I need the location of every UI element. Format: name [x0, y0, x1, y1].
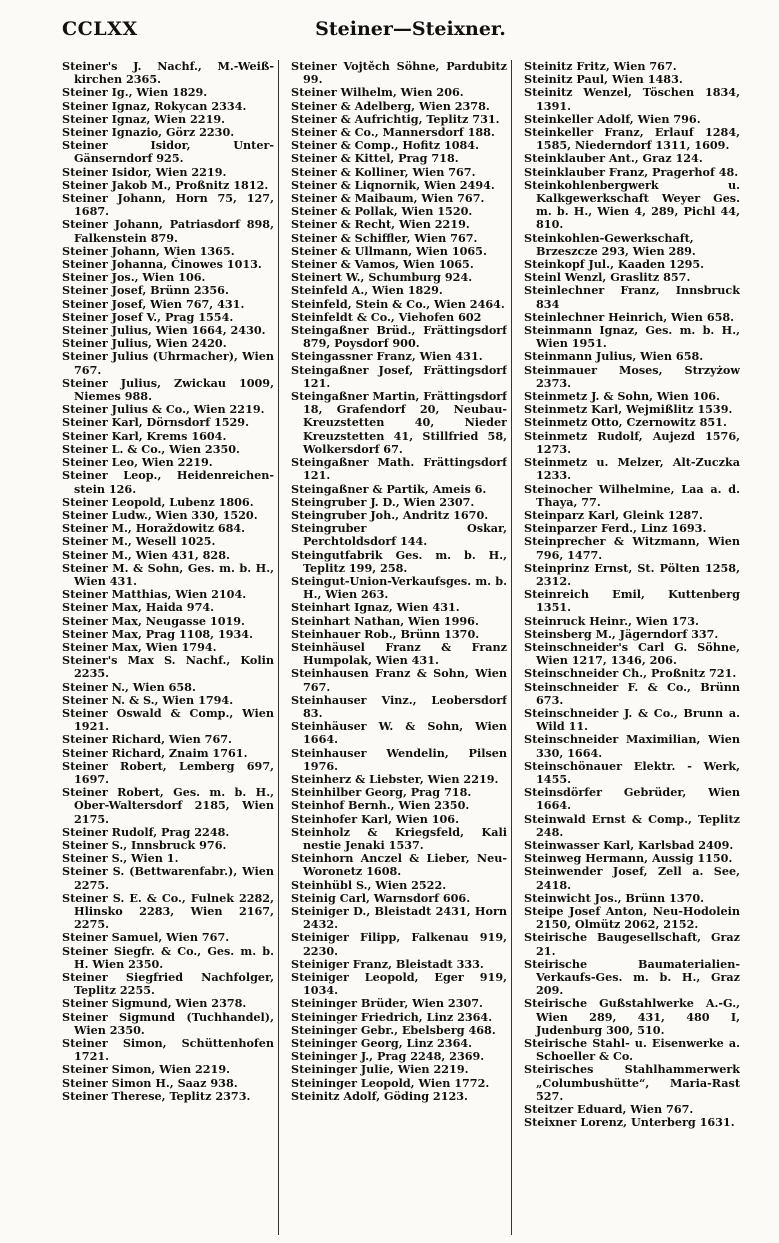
directory-entry: Steiner Siegfr. & Co., Ges. m. b. H. Wien 2350.: [62, 943, 274, 971]
directory-entry: Steinitz Wenzel, Töschen 1834, 1391.: [524, 85, 740, 113]
directory-entry: Steiner Julius, Wien 2420.: [62, 336, 227, 351]
directory-entry: Steiner Ignazio, Görz 2230.: [62, 125, 235, 140]
directory-entry: Steinruck Heinr., Wien 173.: [524, 613, 699, 628]
directory-entry: Steingruber Joh., Andritz 1670.: [291, 507, 489, 522]
directory-entry: Steinitz Adolf, Göding 2123.: [291, 1088, 468, 1103]
directory-entry: Steiner Max, Haida 974.: [62, 600, 215, 615]
directory-entry: Steinfeld A., Wien 1829.: [291, 283, 443, 298]
directory-entry: Steinwender Josef, Zell a. See, 2418.: [524, 864, 740, 892]
directory-entry: Steinschneider J. & Co., Brunn a. Wild 11.: [524, 705, 740, 734]
directory-entry: Steinhilber Georg, Prag 718.: [291, 785, 472, 800]
directory-entry: Steinmetz Karl, Wejmißlitz 1539.: [524, 402, 733, 417]
directory-entry: Steinhauser Wendelin, Pilsen 1976.: [291, 745, 507, 773]
directory-entry: Steiner Josef, Wien 767, 431.: [62, 296, 245, 311]
column-3: [524, 60, 740, 1235]
directory-entry: Steingut-Union-Verkaufsges. m. b. H., Wien 263.: [291, 573, 507, 602]
directory-entry: Steiner Sigmund, Wien 2378.: [62, 996, 247, 1011]
directory-entry: Steiner Simon, Schüttenhofen 1721.: [62, 1036, 274, 1064]
directory-entry: Steiner Richard, Znaim 1761.: [62, 745, 248, 760]
directory-entry: Steinhart Ignaz, Wien 431.: [291, 600, 460, 615]
directory-entry: Steinmetz Rudolf, Aujezd 1576, 1273.: [524, 428, 740, 456]
directory-entry: Steinholz & Kriegsfeld, Kali nestie Jenaki 1537.: [291, 824, 507, 852]
directory-entry: Steiner Johann, Wien 1365.: [62, 243, 235, 258]
directory-entry: Steiner Isidor, Unter-Gänserndorf 925.: [62, 138, 274, 166]
directory-entry: Steinsdörfer Gebrüder, Wien 1664.: [524, 785, 740, 813]
directory-entry: Steingaßner Brüd., Frättingsdorf 879, Poysdorf 900.: [291, 323, 507, 351]
directory-entry: Steinparz Karl, Gleink 1287.: [524, 507, 703, 522]
directory-entry: Steiner N., Wien 658.: [62, 679, 196, 694]
directory-entry: Steingaßner Math. Frättingsdorf 121.: [291, 455, 507, 483]
directory-entry: Steiner Samuel, Wien 767.: [62, 930, 230, 945]
directory-entry: Steinlechner Heinrich, Wien 658.: [524, 309, 735, 324]
directory-entry: Steiner Robert, Ges. m. b. H., Ober-Waltersdorf 2185, Wien 2175.: [62, 785, 274, 826]
directory-entry: Steitzer Eduard, Wien 767.: [524, 1102, 694, 1117]
directory-entry: Steinhorn Anczel & Lieber, Neu-Woronetz 1608.: [291, 851, 507, 879]
directory-entry: Steinhauer Rob., Brünn 1370.: [291, 626, 480, 641]
directory-entry: Steiner M. & Sohn, Ges. m. b. H., Wien 431.: [62, 560, 274, 588]
directory-entry: Steiner & Kittel, Prag 718.: [291, 151, 459, 166]
directory-entry: Steinmetz Otto, Czernowitz 851.: [524, 415, 727, 430]
directory-entry: Steiner M., Wien 431, 828.: [62, 547, 230, 562]
directory-entry: Steinhof Bernh., Wien 2350.: [291, 798, 470, 813]
directory-entry: Steinhart Nathan, Wien 1996.: [291, 613, 479, 628]
directory-entry: Steiner M., Wesell 1025.: [62, 534, 216, 549]
directory-entry: Steiner & Aufrichtig, Teplitz 731.: [291, 111, 500, 126]
directory-entry: Steingaßner Josef, Frättingsdorf 121.: [291, 362, 507, 390]
directory-entry: Steinl Wenzl, Graslitz 857.: [524, 270, 691, 285]
column-2: [291, 60, 507, 1235]
directory-entry: Steinparzer Ferd., Linz 1693.: [524, 521, 707, 536]
directory-entry: Steiner Ig., Wien 1829.: [62, 85, 208, 100]
directory-entry: Steiner S., Innsbruck 976.: [62, 837, 227, 852]
directory-entry: Steirische Stahl- u. Eisenwerke a. Schoeller & Co.: [524, 1036, 740, 1064]
directory-entry: Steinschneider F. & Co., Brünn 673.: [524, 679, 740, 707]
directory-entry: Steiner Simon H., Saaz 938.: [62, 1075, 238, 1090]
directory-entry: Steirische Baumaterialien-Verkaufs-Ges. m. b. H., Graz 209.: [524, 956, 740, 998]
directory-entry: Steinschneider Ch., Proßnitz 721.: [524, 666, 737, 681]
directory-entry: Steinhauser Vinz., Leobersdorf 83.: [291, 692, 507, 720]
directory-entry: Steiner & Maibaum, Wien 767.: [291, 191, 485, 206]
directory-entry: Steinfeldt & Co., Viehofen 602: [291, 309, 482, 324]
column-1: [62, 60, 274, 1235]
directory-entry: Steinocher Wilhelmine, Laa a. d. Thaya, 77.: [524, 481, 740, 509]
directory-entry: Steininger Brüder, Wien 2307.: [291, 996, 483, 1011]
directory-entry: Steiner & Adelberg, Wien 2378.: [291, 98, 490, 113]
directory-entry: Steiner Jakob M., Proßnitz 1812.: [62, 177, 269, 192]
directory-entry: Steiner Simon, Wien 2219.: [62, 1062, 231, 1077]
directory-entry: Steiner Josef, Brünn 2356.: [62, 283, 229, 298]
directory-entry: Steirische Gußstahlwerke A.-G., Wien 289, 431, 480 I, Judenburg 300, 510.: [524, 996, 740, 1037]
directory-entry: Steinschönauer Elektr. - Werk, 1455.: [524, 758, 740, 786]
directory-entry: Steiner Robert, Lemberg 697, 1697.: [62, 758, 274, 786]
directory-entry: Steininger Leopold, Wien 1772.: [291, 1075, 490, 1090]
directory-entry: Steinweg Hermann, Aussig 1150.: [524, 851, 733, 866]
directory-entry: Steiner Julius, Wien 1664, 2430.: [62, 323, 266, 338]
directory-entry: Steiner Matthias, Wien 2104.: [62, 587, 247, 602]
directory-entry: Steinwasser Karl, Karlsbad 2409.: [524, 837, 734, 852]
page-number: CCLXX: [62, 18, 138, 40]
directory-entry: Steinitz Fritz, Wien 767.: [524, 60, 677, 73]
directory-entry: Steinfeld, Stein & Co., Wien 2464.: [291, 296, 505, 311]
directory-entry: Steiner M., Horaždowitz 684.: [62, 521, 246, 536]
directory-entry: Steingaßner Martin, Frättingsdorf 18, Grafendorf 20, Neubau-Kreuzstetten 40, Nieder Kreuzstetten 41, Stillfried 58, Wolkersdorf 67.: [291, 389, 507, 456]
directory-entry: Steiner Karl, Dörnsdorf 1529.: [62, 415, 249, 430]
directory-entry: Steiner & Co., Mannersdorf 188.: [291, 125, 495, 140]
directory-entry: Steinkeller Adolf, Wien 796.: [524, 111, 701, 126]
directory-entry: Steiner Ignaz, Rokycan 2334.: [62, 98, 247, 113]
directory-entry: Steinert W., Schumburg 924.: [291, 270, 473, 285]
directory-entry: Steinkopf Jul., Kaaden 1295.: [524, 257, 705, 272]
directory-entry: Steinmauer Moses, Strzyżow 2373.: [524, 362, 740, 390]
directory-entry: Steinmetz J. & Sohn, Wien 106.: [524, 389, 720, 404]
directory-entry: Steiner Leopold, Lubenz 1806.: [62, 494, 254, 509]
directory-entry: Steiner's Max S. Nachf., Kolin 2235.: [62, 653, 274, 681]
directory-entry: Steinmetz u. Melzer, Alt-Zuczka 1233.: [524, 455, 740, 483]
directory-entry: Steiner Ludw., Wien 330, 1520.: [62, 507, 258, 522]
directory-entry: Steinklauber Ant., Graz 124.: [524, 151, 703, 166]
directory-entry: Steiner & Schiffler, Wien 767.: [291, 230, 478, 245]
directory-entry: Steinkohlen-Gewerkschaft, Brzeszcze 293, Wien 289.: [524, 230, 696, 258]
directory-entry: Steinprinz Ernst, St. Pölten 1258, 2312.: [524, 560, 740, 588]
directory-entry: Steiner Oswald & Comp., Wien 1921.: [62, 705, 274, 734]
directory-entry: Steiner Siegfried Nachfolger, Teplitz 2255.: [62, 970, 274, 998]
directory-entry: Steinkeller Franz, Erlauf 1284, 1585, Niederndorf 1311, 1609.: [524, 125, 740, 153]
directory-entry: Steininger J., Prag 2248, 2369.: [291, 1049, 485, 1064]
page-title: Steiner—Steixner.: [315, 18, 506, 40]
directory-entry: Steiner Sigmund (Tuchhandel), Wien 2350.: [62, 1009, 274, 1037]
directory-entry: Steinhübl S., Wien 2522.: [291, 877, 447, 892]
directory-entry: Steiner Rudolf, Prag 2248.: [62, 824, 230, 839]
directory-entry: Steixner Lorenz, Unterberg 1631.: [524, 1115, 735, 1130]
directory-entry: Steinhäusel Franz & Franz Humpolak, Wien 431.: [291, 639, 507, 668]
directory-entry: Steiner's J. Nachf., M.-Weiß-kirchen 2365.: [62, 60, 274, 87]
directory-entry: Steinherz & Liebster, Wien 2219.: [291, 771, 499, 786]
directory-entry: Steiner Therese, Teplitz 2373.: [62, 1088, 251, 1103]
column-divider: [278, 60, 285, 1235]
directory-entry: Steiner Leo, Wien 2219.: [62, 455, 213, 470]
directory-entry: Steiner S., Wien 1.: [62, 851, 179, 866]
directory-entry: Steiner Wilhelm, Wien 206.: [291, 85, 464, 100]
directory-entry: Steinhäuser W. & Sohn, Wien 1664.: [291, 719, 507, 747]
directory-entry: Steinlechner Franz, Innsbruck 834: [524, 283, 740, 311]
directory-entry: Steiner Ignaz, Wien 2219.: [62, 111, 226, 126]
directory-entry: Steingutfabrik Ges. m. b. H., Teplitz 199, 258.: [291, 547, 507, 575]
directory-entry: Steiner Richard, Wien 767.: [62, 732, 232, 747]
directory-entry: Steinschneider Maximilian, Wien 330, 1664.: [524, 732, 740, 760]
directory-entry: Steiner Johanna, Činowes 1013.: [62, 257, 262, 272]
directory-entry: Steingassner Franz, Wien 431.: [291, 349, 483, 364]
directory-entry: Steinwald Ernst & Comp., Teplitz 248.: [524, 811, 740, 839]
directory-entry: Steiner Josef V., Prag 1554.: [62, 309, 234, 324]
directory-entry: Steininger Gebr., Ebelsberg 468.: [291, 1022, 496, 1037]
directory-entry: Steininger Georg, Linz 2364.: [291, 1036, 473, 1051]
directory-entry: Steinkohlenbergwerk u. Kalkgewerkschaft Weyer Ges. m. b. H., Wien 4, 289, Pichl 44, 810.: [524, 177, 740, 232]
directory-entry: Steinmann Ignaz, Ges. m. b. H., Wien 1951.: [524, 323, 740, 351]
directory-entry: Steiner & Ullmann, Wien 1065.: [291, 243, 487, 258]
directory-entry: Steinitz Paul, Wien 1483.: [524, 72, 683, 87]
directory-entry: Steirisches Stahlhammerwerk „Columbushütte“, Maria-Rast 527.: [524, 1062, 740, 1103]
directory-entry: Steiniger Leopold, Eger 919, 1034.: [291, 970, 507, 998]
directory-entry: Steiner & Pollak, Wien 1520.: [291, 204, 473, 219]
directory-entry: Steiner & Kolliner, Wien 767.: [291, 164, 476, 179]
directory-entry: Steiner L. & Co., Wien 2350.: [62, 441, 240, 456]
directory-entry: Steinmann Julius, Wien 658.: [524, 349, 704, 364]
directory-entry: Steininger Julie, Wien 2219.: [291, 1062, 469, 1077]
page-header: [62, 14, 759, 48]
directory-entry: Steiner & Vamos, Wien 1065.: [291, 257, 474, 272]
directory-entry: Steinprecher & Witzmann, Wien 796, 1477.: [524, 534, 740, 562]
directory-entry: Steingruber J. D., Wien 2307.: [291, 494, 475, 509]
directory-entry: Steiner N. & S., Wien 1794.: [62, 692, 234, 707]
directory-entry: Steiner Vojtěch Söhne, Pardubitz 99.: [291, 60, 507, 87]
directory-entry: Steiniger Filipp, Falkenau 919, 2230.: [291, 930, 507, 958]
directory-entry: Steiner & Comp., Hofitz 1084.: [291, 138, 479, 153]
directory-entry: Steingaßner & Partik, Ameis 6.: [291, 481, 487, 496]
directory-entry: Steiniger D., Bleistadt 2431, Horn 2432.: [291, 904, 507, 932]
directory-entry: Steiner S. E. & Co., Fulnek 2282, Hlinsko 2283, Wien 2167, 2275.: [62, 890, 274, 932]
directory-entry: Steiner Max, Neugasse 1019.: [62, 613, 245, 628]
directory-entry: Steinschneider's Carl G. Söhne, Wien 1217, 1346, 206.: [524, 639, 740, 668]
directory-entry: Steiner & Recht, Wien 2219.: [291, 217, 470, 232]
directory-entry: Steiner Max, Prag 1108, 1934.: [62, 626, 253, 641]
directory-entry: Steipe Josef Anton, Neu-Hodolein 2150, Olmütz 2062, 2152.: [524, 904, 740, 932]
directory-entry: Steiniger Franz, Bleistadt 333.: [291, 956, 484, 971]
directory-entry: Steiner Leop., Heidenreichen-stein 126.: [62, 468, 274, 496]
directory-entry: Steiner Max, Wien 1794.: [62, 639, 217, 654]
directory-entry: Steinklauber Franz, Pragerhof 48.: [524, 164, 739, 179]
directory-entry: Steiner Julius (Uhrmacher), Wien 767.: [62, 349, 274, 377]
directory-entry: Steirische Baugesellschaft, Graz 21.: [524, 930, 740, 958]
directory-entry: Steiner Julius, Zwickau 1009, Niemes 988.: [62, 375, 274, 404]
directory-entry: Steiner Johann, Horn 75, 127, 1687.: [62, 191, 274, 219]
directory-entry: Steiner Julius & Co., Wien 2219.: [62, 402, 265, 417]
directory-entry: Steingruber Oskar, Perchtoldsdorf 144.: [291, 521, 507, 549]
directory-entry: Steiner & Liqnornik, Wien 2494.: [291, 177, 495, 192]
directory-entry: Steinwicht Jos., Brünn 1370.: [524, 890, 705, 905]
directory-entry: Steiner Karl, Krems 1604.: [62, 428, 227, 443]
directory-entry: Steinhofer Karl, Wien 106.: [291, 811, 459, 826]
directory-entry: Steiner Isidor, Wien 2219.: [62, 164, 227, 179]
directory-entry: Steinsberg M., Jägerndorf 337.: [524, 626, 719, 641]
directory-entry: Steiner S. (Bettwarenfabr.), Wien 2275.: [62, 864, 274, 892]
directory-entry: Steininger Friedrich, Linz 2364.: [291, 1009, 493, 1024]
column-divider: [511, 60, 518, 1235]
entry-columns: [62, 60, 762, 1235]
directory-entry: Steiner Jos., Wien 106.: [62, 270, 206, 285]
directory-entry: Steinig Carl, Warnsdorf 606.: [291, 890, 471, 905]
directory-entry: Steinhausen Franz & Sohn, Wien 767.: [291, 666, 507, 694]
directory-entry: Steinreich Emil, Kuttenberg 1351.: [524, 587, 740, 615]
directory-entry: Steiner Johann, Patriasdorf 898, Falkenstein 879.: [62, 217, 274, 245]
